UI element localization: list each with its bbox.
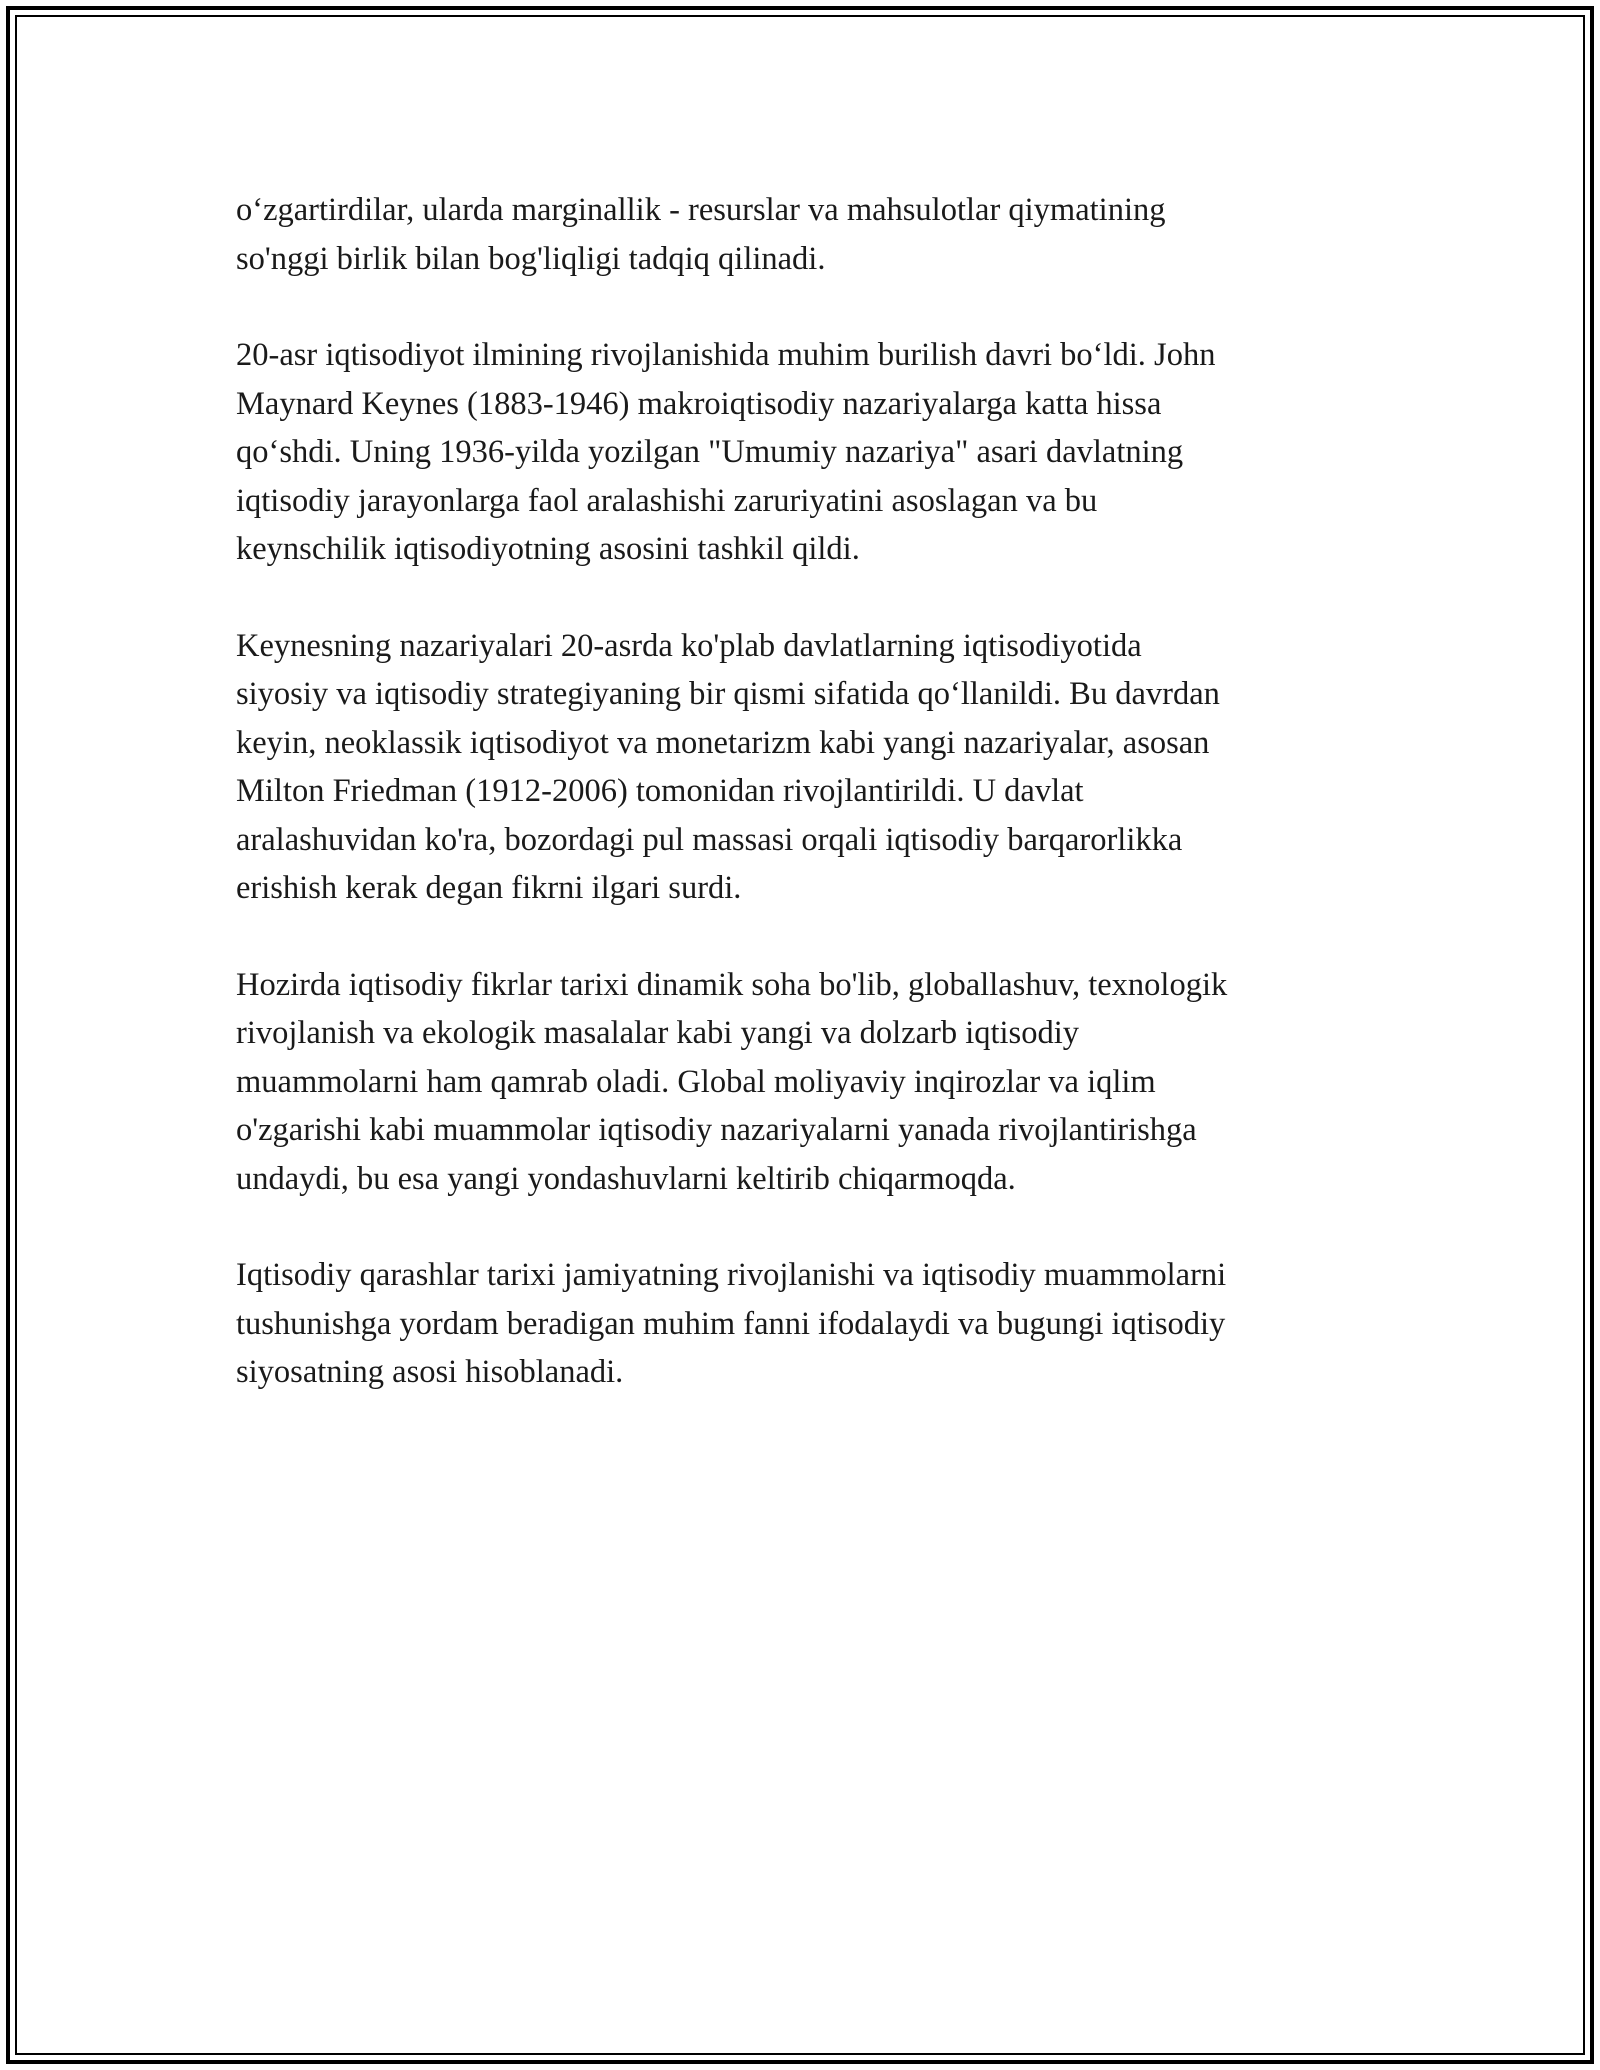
- paragraph-monetarism: Keynesning nazariyalari 20-asrda ko'plab davlatlarning iqtisodiyotida siyosiy va iqtisodiy strategiyaning bir qismi sifatida qo‘llanildi. Bu davrdan keyin, neoklassik iqtisodiyot va monetarizm kabi yangi nazariyalar, asosan Milton Friedman (1912-2006) tomonidan rivojlantirildi. U davlat aralashuvidan ko'ra, bozordagi pul massasi orqali iqtisodiy barqarorlikka erishish kerak degan fikrni ilgari surdi.: [236, 627, 1220, 906]
- paragraph-conclusion: Iqtisodiy qarashlar tarixi jamiyatning rivojlanishi va iqtisodiy muammolarni tushunishga yordam beradigan muhim fanni ifodalaydi va bugungi iqtisodiy siyosatning asosi hisoblanadi.: [236, 1257, 1227, 1390]
- page-body: [236, 186, 1366, 1445]
- paragraph-marginalism: o‘zgartirdilar, ularda marginallik - resurslar va mahsulotlar qiymatining so'nggi birlik bilan bog'liqligi tadqiq qilinadi.: [236, 192, 1166, 277]
- paragraph-keynes: 20-asr iqtisodiyot ilmining rivojlanishida muhim burilish davri bo‘ldi. John Maynard Keynes (1883-1946) makroiqtisodiy nazariyalarga katta hissa qo‘shdi. Uning 1936-yilda yozilgan "Umumiy nazariya" asari davlatning iqtisodiy jarayonlarga faol aralashishi zaruriyatini asoslagan va bu keynschilik iqtisodiyotning asosini tashkil qildi.: [236, 337, 1216, 567]
- paragraph-modern-economics: Hozirda iqtisodiy fikrlar tarixi dinamik soha bo'lib, globallashuv, texnologik rivojlanish va ekologik masalalar kabi yangi va dolzarb iqtisodiy muammolarni ham qamrab oladi. Global moliyaviy inqirozlar va iqlim o'zgarishi kabi muammolar iqtisodiy nazariyalarni yanada rivojlantirishga undaydi, bu esa yangi yondashuvlarni keltirib chiqarmoqda.: [236, 966, 1228, 1197]
